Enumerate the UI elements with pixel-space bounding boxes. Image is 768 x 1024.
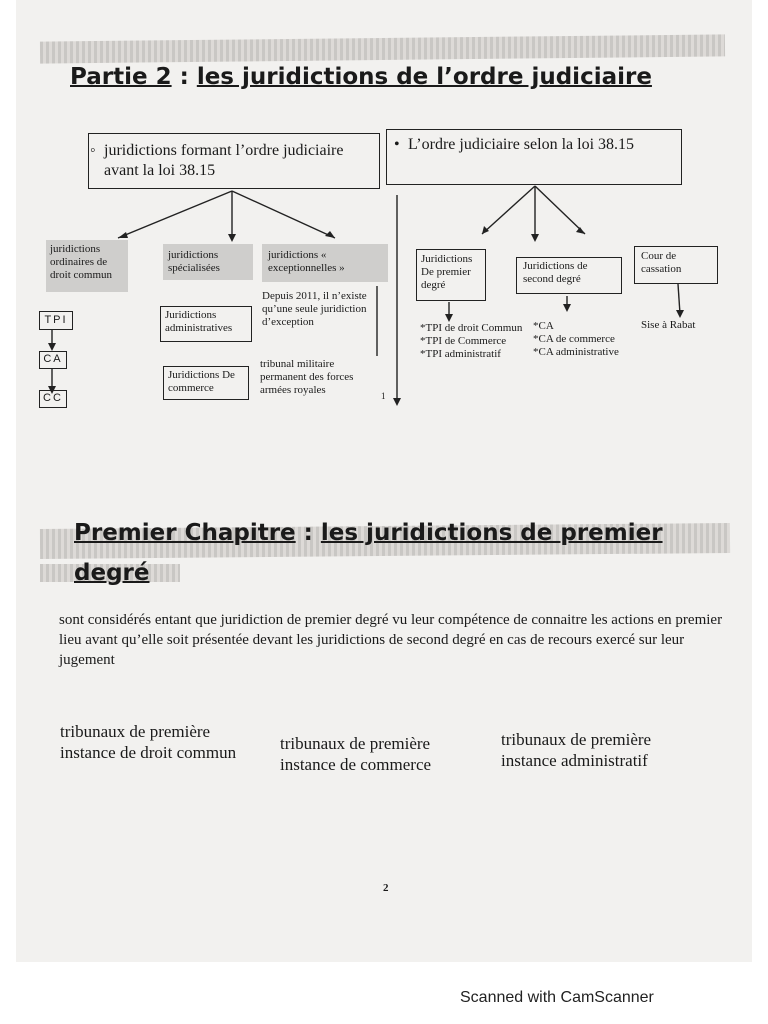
chain-tpi: TPI [39, 311, 73, 330]
right-header-text: • L’ordre judiciaire selon la loi 38.15 [394, 136, 635, 153]
exception-note: Depuis 2011, il n’existe qu’une seule juridiction d’exception [262, 290, 367, 328]
page-number-2: 2 [383, 882, 389, 894]
chapter-title-part: Premier Chapitre [74, 520, 296, 546]
chapter-paragraph: sont considérés entant que juridiction de premier degré vu leur compétence de connaitre les actions en premier lieu avant qu’elle soit présentée devant les juridictions de second degré en cas de recours exercé sur leur jugement [59, 612, 723, 668]
cassation-box: Cour de cassation [634, 246, 718, 284]
premier-item: *TPI de droit Commun [420, 322, 523, 334]
category-ordinaires: juridictions ordinaires de droit commun [50, 243, 113, 281]
premier-degre-box: Juridictions De premier degré [416, 249, 486, 301]
chapter-title: Premier Chapitre : les juridictions de premier [74, 520, 663, 546]
admin-box: Juridictions administratives [160, 306, 252, 342]
section1-title-part: Partie 2 [70, 64, 172, 90]
second-degre-list [533, 320, 653, 359]
column-commerce: tribunaux de première instance de commerce [280, 734, 432, 774]
commerce-box: Juridictions De commerce [163, 366, 249, 400]
premier-item: *TPI administratif [420, 348, 501, 360]
column-droit-commun: tribunaux de première instance de droit commun [60, 722, 237, 762]
left-header-text: ◦ juridictions formant l’ordre judiciaire avant la loi 38.15 [90, 142, 344, 179]
column-administratif: tribunaux de première instance administratif [501, 730, 652, 770]
second-degre-box: Juridictions de second degré [516, 257, 622, 294]
second-item: *CA administrative [533, 346, 619, 358]
second-item: *CA de commerce [533, 333, 615, 345]
category-exceptionnelles: juridictions « exceptionnelles » [268, 249, 345, 274]
premier-degre-list [420, 322, 530, 361]
section1-title: Partie 2 : les juridictions de l’ordre judiciaire [70, 64, 652, 90]
camscanner-watermark: Scanned with CamScanner [460, 989, 654, 1006]
militaire-note: tribunal militaire permanent des forces armées royales [260, 358, 354, 396]
second-item: *CA [533, 320, 554, 332]
cassation-seat: Sise à Rabat [641, 319, 696, 331]
chapter-title-rest: les juridictions de premier [320, 520, 663, 546]
chapter-title-line2: degré [74, 560, 150, 586]
chain-cc: CC [39, 390, 67, 408]
category-specialisees: juridictions spécialisées [168, 249, 220, 274]
chain-ca: CA [39, 351, 67, 369]
premier-item: *TPI de Commerce [420, 335, 507, 347]
section1-title-rest: les juridictions de l’ordre judiciaire [196, 64, 652, 90]
page-number-1: 1 [381, 391, 386, 401]
